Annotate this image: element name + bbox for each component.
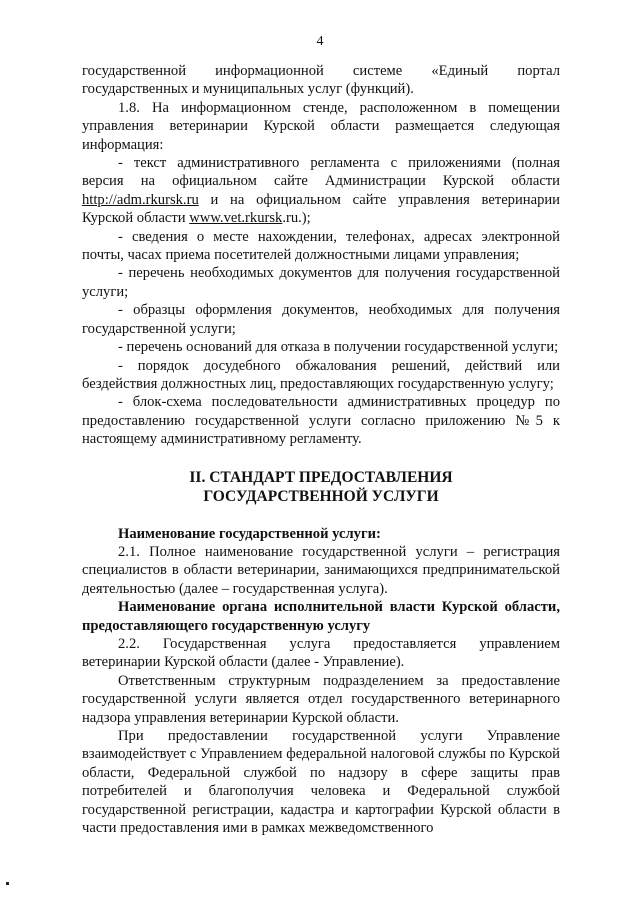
scan-mark — [6, 882, 9, 885]
section-title — [82, 468, 560, 506]
paragraph-responsible-unit: Ответственным структурным подразделением за предоставление государственной услуги является отдел государственного ветеринарного надзора управления ветеринарии Курской области. — [82, 672, 560, 726]
document-body — [82, 62, 560, 837]
heading-authority-name: Наименование органа исполнительной власти Курской области, предоставляющего государственную услугу — [82, 599, 560, 634]
list-item-samples: - образцы оформления документов, необходимых для получения государственной услуги; — [82, 302, 560, 337]
paragraph-1-8: 1.8. На информационном стенде, расположенном в помещении управления ветеринарии Курской области размещается следующая информация: — [82, 99, 560, 153]
section-title-line-1: II. СТАНДАРТ ПРЕДОСТАВЛЕНИЯ — [189, 468, 453, 486]
link-adm-rkursk[interactable]: http://adm.rkursk.ru — [82, 191, 199, 208]
page-number: 4 — [316, 34, 324, 49]
paragraph-2-2: 2.2. Государственная услуга предоставляется управлением ветеринарии Курской области (далее - Управление). — [82, 635, 560, 671]
item-text-mid: и на официальном сайте управления ветеринарии Курской области — [82, 191, 560, 227]
heading-service-name: Наименование государственной услуги: — [118, 525, 381, 542]
paragraph-interaction: При предоставлении государственной услуги Управление взаимодействует с Управлением федеральной налоговой службы по Курской области, Федеральной службой по надзору в сфере защиты прав потребителей и благополучия человека и Федеральной службой государственной регистрации, кадастра и картографии Курской области в части предоставления ими в рамках межведомственного — [82, 728, 560, 837]
item-text-pre: - текст административного регламента с приложениями (полная версия на официальном сайте Администрации Курской области — [82, 155, 560, 190]
link-vet-rkursk[interactable]: www.vet.rkursk — [189, 210, 283, 227]
item-text-post: .ru.); — [282, 210, 311, 227]
intro-paragraph: государственной информационной системе «Единый портал государственных и муниципальных услуг (функций). — [82, 63, 560, 98]
list-item-flowchart: - блок-схема последовательности административных процедур по предоставлению государственной услуги согласно приложению №5 к настоящему административному регламенту. — [82, 394, 560, 448]
list-item-contacts: - сведения о месте нахождении, телефонах, адресах электронной почты, часах приема посетителей должностными лицами управления; — [82, 228, 560, 264]
list-item-appeal: - порядок досудебного обжалования решений, действий или бездействия должностных лиц, предоставляющих государственную услугу; — [82, 357, 560, 392]
list-item-refusal-grounds: - перечень оснований для отказа в получении государственной услуги; — [118, 339, 559, 356]
list-item-regulation-text — [82, 154, 560, 228]
section-title-line-2: ГОСУДАРСТВЕННОЙ УСЛУГИ — [203, 487, 439, 505]
list-item-documents: - перечень необходимых документов для получения государственной услуги; — [82, 265, 560, 300]
paragraph-2-1: 2.1. Полное наименование государственной услуги – регистрация специалистов в области ветеринарии, занимающихся предпринимательской деятельностью (далее – государственная услуга). — [82, 543, 560, 597]
